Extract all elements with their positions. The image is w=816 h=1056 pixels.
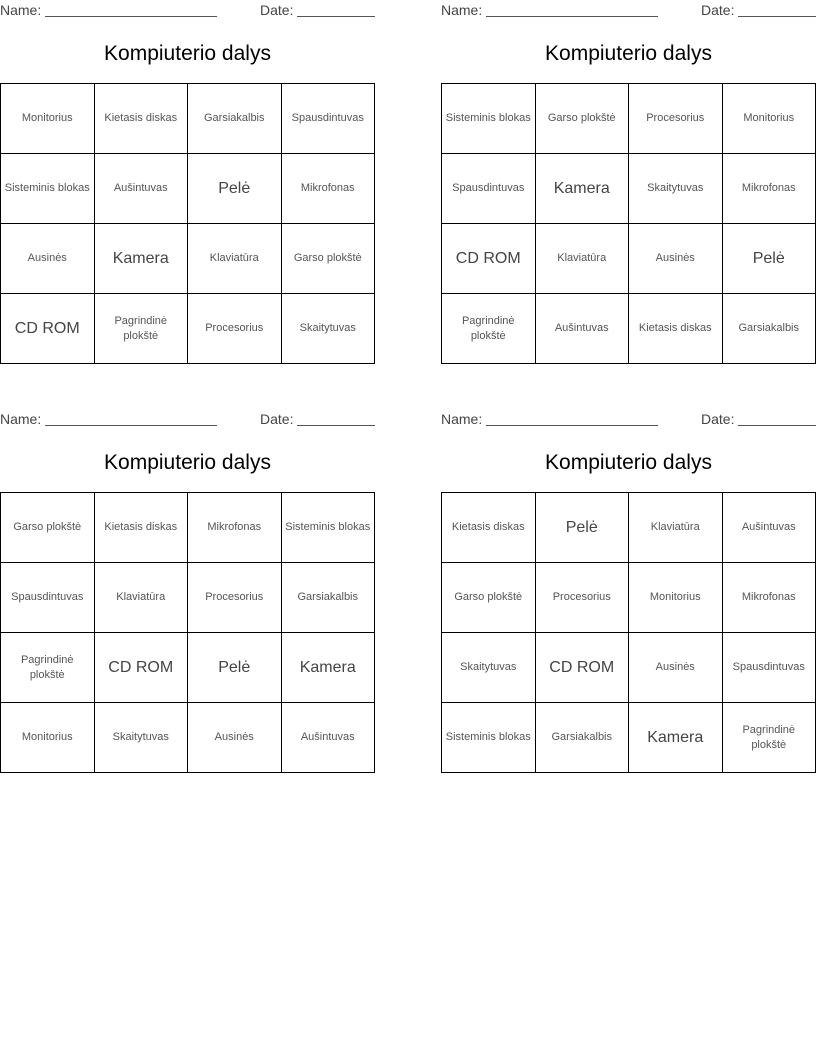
name-date-row — [441, 0, 816, 22]
bingo-cell: Kamera — [536, 154, 630, 224]
bingo-cell: Spausdintuvas — [442, 154, 536, 224]
bingo-cell: Pelė — [188, 154, 282, 224]
name-label: Name: — [0, 2, 42, 18]
date-blank-line — [738, 16, 816, 17]
date-label: Date: — [260, 411, 294, 427]
bingo-cell: Garso plokštė — [442, 563, 536, 633]
name-label: Name: — [441, 411, 483, 427]
bingo-cell: Aušintuvas — [536, 294, 630, 364]
date-blank-line — [297, 425, 375, 426]
bingo-cell: Garsiakalbis — [723, 294, 816, 364]
bingo-cell: Mikrofonas — [282, 154, 376, 224]
bingo-cell: Kietasis diskas — [629, 294, 723, 364]
bingo-cell: CD ROM — [1, 294, 95, 364]
bingo-cell: Aušintuvas — [95, 154, 189, 224]
bingo-cell: Monitorius — [723, 84, 816, 154]
bingo-cell: Ausinės — [629, 633, 723, 703]
bingo-cell: Kamera — [282, 633, 376, 703]
card-title: Kompiuterio dalys — [104, 42, 271, 65]
bingo-cell: Mikrofonas — [723, 154, 816, 224]
bingo-cell: Spausdintuvas — [282, 84, 376, 154]
bingo-cell: Kietasis diskas — [95, 84, 189, 154]
bingo-cell: CD ROM — [95, 633, 189, 703]
bingo-cell: CD ROM — [536, 633, 630, 703]
bingo-card-3 — [0, 409, 375, 743]
bingo-cell: Kamera — [95, 224, 189, 294]
bingo-cell: Ausinės — [629, 224, 723, 294]
bingo-cell: Procesorius — [188, 294, 282, 364]
name-date-row — [441, 409, 816, 431]
bingo-cell: Procesorius — [188, 563, 282, 633]
bingo-cell: Monitorius — [629, 563, 723, 633]
name-blank-line — [45, 16, 217, 17]
bingo-cell: Mikrofonas — [723, 563, 816, 633]
bingo-cell: Aušintuvas — [723, 493, 816, 563]
bingo-cell: Garsiakalbis — [188, 84, 282, 154]
bingo-cell: Klaviatūra — [536, 224, 630, 294]
bingo-cell: Monitorius — [1, 703, 95, 773]
bingo-cell: Aušintuvas — [282, 703, 376, 773]
name-blank-line — [486, 425, 658, 426]
card-title: Kompiuterio dalys — [545, 451, 712, 474]
name-label: Name: — [0, 411, 42, 427]
bingo-grid — [0, 83, 375, 364]
bingo-cell: Mikrofonas — [188, 493, 282, 563]
card-title: Kompiuterio dalys — [545, 42, 712, 65]
bingo-card-2 — [441, 0, 816, 342]
bingo-cell: Sisteminis blokas — [442, 703, 536, 773]
bingo-cell: Spausdintuvas — [723, 633, 816, 703]
bingo-cell: Kietasis diskas — [442, 493, 536, 563]
bingo-cell: Klaviatūra — [188, 224, 282, 294]
bingo-cell: Pagrindinė plokštė — [1, 633, 95, 703]
name-date-row — [0, 409, 375, 431]
bingo-cell: Sisteminis blokas — [442, 84, 536, 154]
name-label: Name: — [441, 2, 483, 18]
bingo-cell: Skaitytuvas — [442, 633, 536, 703]
bingo-grid — [441, 492, 816, 773]
bingo-cell: Sisteminis blokas — [282, 493, 376, 563]
bingo-cell: Garso plokštė — [1, 493, 95, 563]
bingo-card-4 — [441, 409, 816, 751]
bingo-cell: Ausinės — [1, 224, 95, 294]
date-label: Date: — [701, 2, 735, 18]
bingo-cell: Klaviatūra — [629, 493, 723, 563]
bingo-cell: Spausdintuvas — [1, 563, 95, 633]
bingo-cell: Garsiakalbis — [536, 703, 630, 773]
name-blank-line — [45, 425, 217, 426]
bingo-cell: Pagrindinė plokštė — [95, 294, 189, 364]
bingo-grid — [441, 83, 816, 364]
date-blank-line — [738, 425, 816, 426]
bingo-cell: Pelė — [723, 224, 816, 294]
name-date-row — [0, 0, 375, 22]
bingo-cell: Procesorius — [536, 563, 630, 633]
bingo-cell: Procesorius — [629, 84, 723, 154]
bingo-cell: Skaitytuvas — [282, 294, 376, 364]
bingo-cell: Garso plokštė — [282, 224, 376, 294]
card-title: Kompiuterio dalys — [104, 451, 271, 474]
bingo-cell: Sisteminis blokas — [1, 154, 95, 224]
bingo-cell: Pelė — [536, 493, 630, 563]
bingo-cell: Garsiakalbis — [282, 563, 376, 633]
date-blank-line — [297, 16, 375, 17]
bingo-cell: Monitorius — [1, 84, 95, 154]
bingo-cell: Kietasis diskas — [95, 493, 189, 563]
bingo-cell: Pagrindinė plokštė — [442, 294, 536, 364]
bingo-card-1 — [0, 0, 375, 342]
date-label: Date: — [260, 2, 294, 18]
name-blank-line — [486, 16, 658, 17]
bingo-cell: CD ROM — [442, 224, 536, 294]
date-label: Date: — [701, 411, 735, 427]
bingo-cell: Skaitytuvas — [629, 154, 723, 224]
bingo-cell: Pelė — [188, 633, 282, 703]
bingo-cell: Garso plokštė — [536, 84, 630, 154]
bingo-cell: Kamera — [629, 703, 723, 773]
bingo-cell: Ausinės — [188, 703, 282, 773]
bingo-cell: Pagrindinė plokštė — [723, 703, 816, 773]
bingo-cell: Klaviatūra — [95, 563, 189, 633]
bingo-grid — [0, 492, 375, 773]
bingo-cell: Skaitytuvas — [95, 703, 189, 773]
